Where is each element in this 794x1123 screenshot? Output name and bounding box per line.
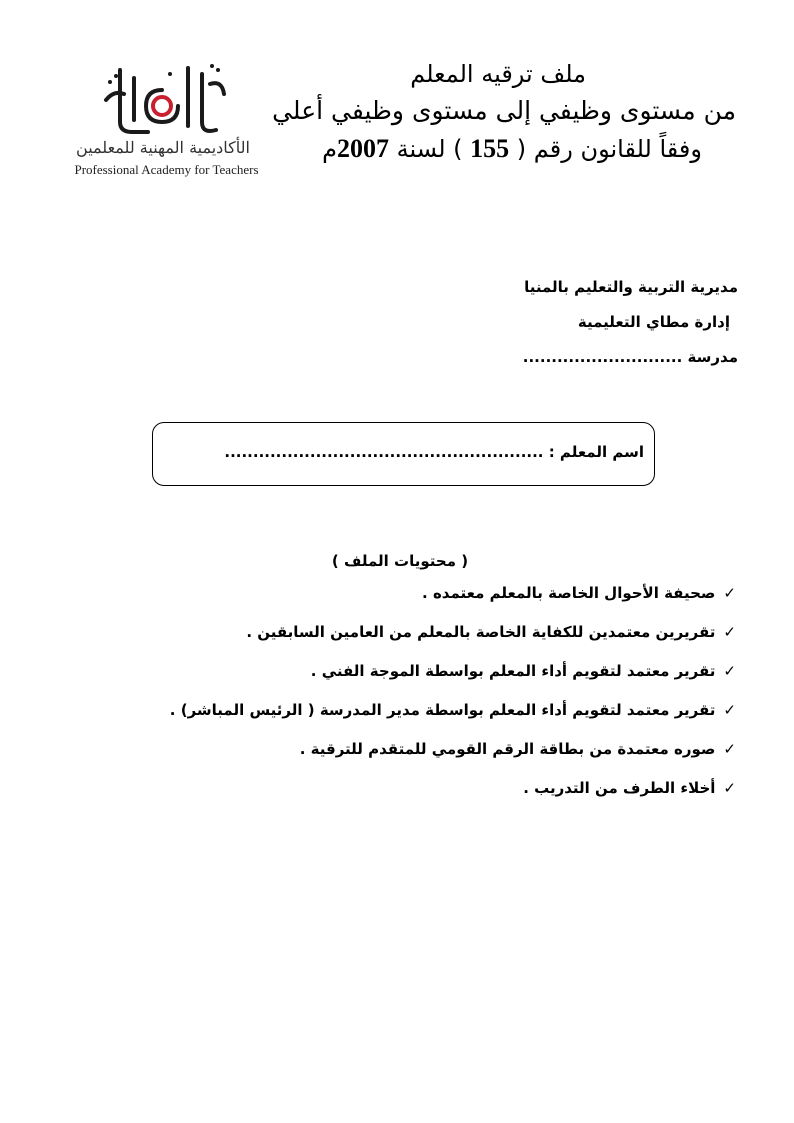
list-item <box>116 701 736 740</box>
checkmark-icon: ✓ <box>723 662 736 680</box>
title-line-1: ملف ترقيه المعلم <box>410 60 586 88</box>
teacher-name-box <box>152 422 655 486</box>
list-item-text: تقرير معتمد لتقويم أداء المعلم بواسطة الموجة الفني . <box>310 662 716 680</box>
academy-logo <box>60 60 270 180</box>
law-suffix: م <box>322 135 338 163</box>
list-item <box>116 584 736 623</box>
administration-text: إدارة مطاي التعليمية <box>577 313 730 331</box>
checkmark-icon: ✓ <box>723 779 736 797</box>
list-item-text: أخلاء الطرف من التدريب . <box>523 779 716 797</box>
list-item <box>116 662 736 701</box>
list-item-text: صحيفة الأحوال الخاصة بالمعلم معتمده . <box>422 584 716 602</box>
list-item <box>116 740 736 779</box>
title-line-3 <box>322 134 702 164</box>
academy-logo-mark <box>100 60 230 140</box>
school-field: مدرسة ............................ <box>522 348 738 366</box>
list-item <box>116 779 736 818</box>
checkmark-icon: ✓ <box>723 701 736 719</box>
teacher-name-field: اسم المعلم : ........................................................ <box>224 443 644 461</box>
list-item-text: صوره معتمدة من بطاقة الرقم القومي للمتقدم للترقية . <box>299 740 716 758</box>
list-item-text: تقرير معتمد لتقويم أداء المعلم بواسطة مدير المدرسة ( الرئيس المباشر) . <box>169 701 716 719</box>
law-year: 2007 <box>337 134 390 163</box>
contents-title: ( محتويات الملف ) <box>331 552 469 570</box>
contents-list <box>116 584 736 818</box>
law-number: 155 <box>470 134 510 163</box>
directorate-text: مديرية التربية والتعليم بالمنيا <box>524 278 738 296</box>
checkmark-icon: ✓ <box>723 584 736 602</box>
title-line-2: من مستوى وظيفي إلى مستوى وظيفي أعلي <box>272 96 736 125</box>
law-middle: ) لسنة <box>396 135 463 163</box>
list-item-text: تقريرين معتمدين للكفاية الخاصة بالمعلم من العامين السابقين . <box>246 623 716 641</box>
list-item <box>116 623 736 662</box>
checkmark-icon: ✓ <box>723 623 736 641</box>
academy-english-name: Professional Academy for Teachers <box>74 162 259 177</box>
checkmark-icon: ✓ <box>723 740 736 758</box>
law-prefix: وفقاً للقانون رقم ( <box>516 135 702 163</box>
academy-arabic-name: الأكاديمية المهنية للمعلمين <box>76 138 250 157</box>
